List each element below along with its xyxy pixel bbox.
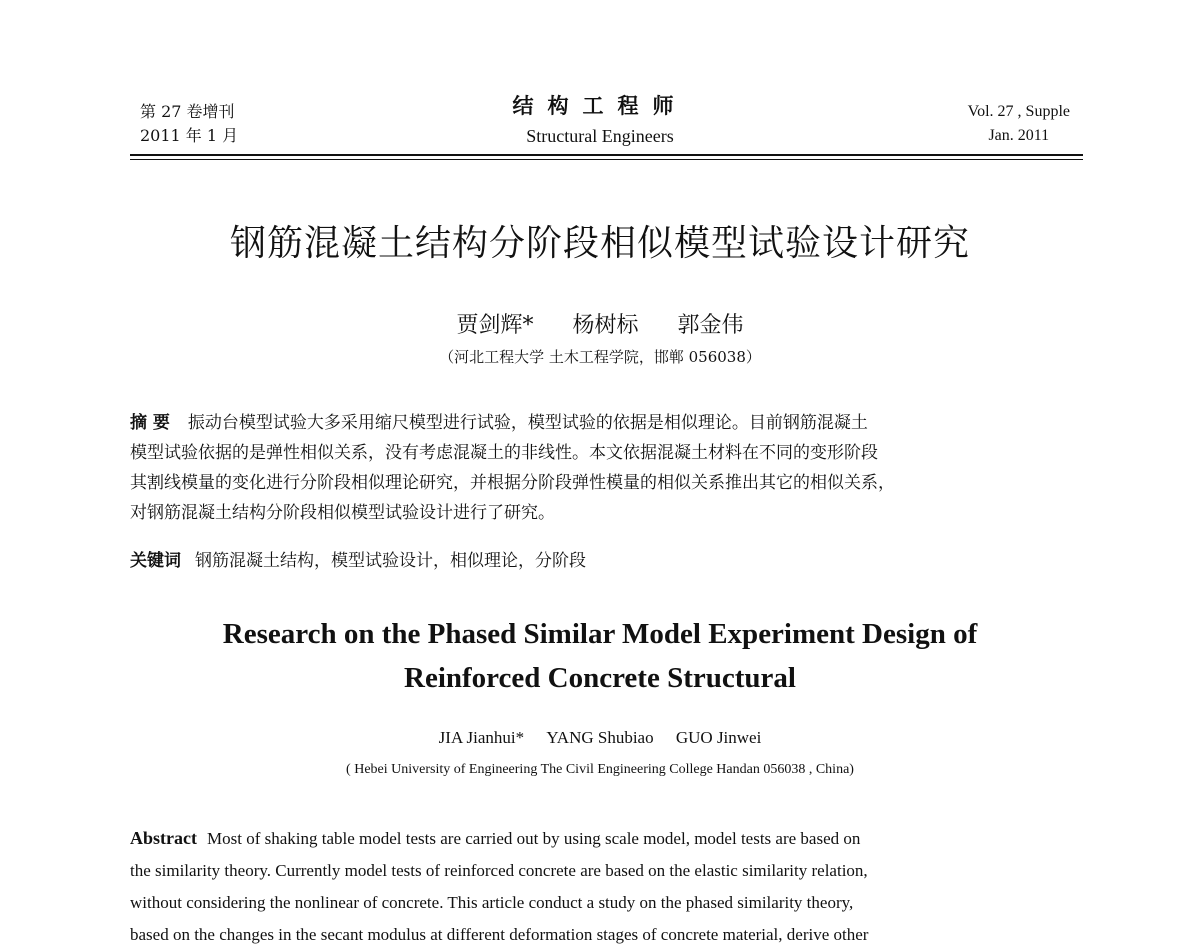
publication-date: 2011 年 1 月 xyxy=(140,126,239,145)
author-cn: 杨树标 xyxy=(572,313,639,338)
abstract-en xyxy=(130,822,1082,951)
abstract-cn xyxy=(130,408,1080,528)
paper-title-cn: 钢筋混凝土结构分阶段相似模型试验设计研究 xyxy=(229,223,970,264)
abstract-cn-line: 对钢筋混凝土结构分阶段相似模型试验设计进行了研究。 xyxy=(130,503,555,523)
affiliation-cn: （河北工程大学 土木工程学院，邯郸 056038） xyxy=(439,348,761,366)
journal-name-en: Structural Engineers xyxy=(526,126,674,146)
paper-title-en-line: Research on the Phased Similar Model Experiment Design of xyxy=(222,618,978,650)
author-en: YANG Shubiao xyxy=(546,728,654,747)
abstract-cn-line: 模型试验依据的是弹性相似关系，没有考虑混凝土的非线性。本文依据混凝土材料在不同的变形阶段 xyxy=(130,443,878,463)
volume-issue: 第 27 卷增刊 xyxy=(140,102,235,121)
abstract-en-label: Abstract xyxy=(130,828,197,848)
abstract-en-line: without considering the nonlinear of concrete. This article conduct a study on the phased similarity theory, xyxy=(130,893,854,912)
abstract-cn-line: 振动台模型试验大多采用缩尺模型进行试验，模型试验的依据是相似理论。目前钢筋混凝土 xyxy=(187,413,868,433)
author-en: GUO Jinwei xyxy=(675,728,762,747)
keywords-cn-text: 钢筋混凝土结构，模型试验设计，相似理论，分阶段 xyxy=(195,551,586,571)
keywords-cn xyxy=(130,546,586,571)
author-cn: 郭金伟 xyxy=(677,313,744,338)
header-rule-thin xyxy=(130,159,1083,160)
abstract-cn-line: 其割线模量的变化进行分阶段相似理论研究，并根据分阶段弹性模量的相似关系推出其它的相似关系， xyxy=(130,473,895,493)
abstract-en-line: based on the changes in the secant modulus at different deformation stages of concrete material, derive other xyxy=(130,925,869,944)
publication-date-en: Jan. 2011 xyxy=(988,127,1050,144)
abstract-en-line: Most of shaking table model tests are carried out by using scale model, model tests are based on xyxy=(206,829,861,848)
journal-volume-info-en xyxy=(968,100,1070,148)
authors-en xyxy=(0,728,1200,748)
affiliation-en: ( Hebei University of Engineering The Civil Engineering College Handan 056038 , China) xyxy=(346,762,854,777)
keywords-cn-label: 关键词 xyxy=(130,551,181,571)
author-en: JIA Jianhui* xyxy=(438,728,525,747)
journal-name-cn: 结构工程师 xyxy=(512,93,688,118)
abstract-en-line: the similarity theory. Currently model tests of reinforced concrete are based on the elastic similarity relation, xyxy=(130,861,868,880)
header-rule-thick xyxy=(130,154,1083,156)
author-cn: 贾剑辉* xyxy=(456,313,534,338)
volume-issue-en: Vol. 27 , Supple xyxy=(967,103,1070,120)
paper-title-en xyxy=(0,612,1200,700)
authors-cn xyxy=(0,308,1200,339)
abstract-cn-label: 摘 要 xyxy=(130,413,170,433)
paper-title-en-line: Reinforced Concrete Structural xyxy=(404,662,796,694)
